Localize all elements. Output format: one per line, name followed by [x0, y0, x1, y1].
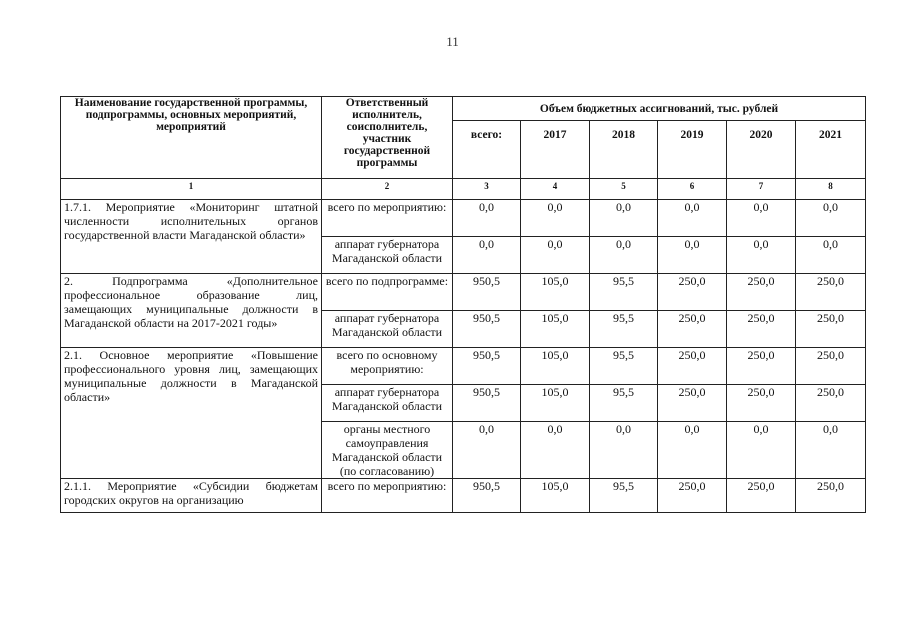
value-cell: 950,5 [453, 348, 521, 385]
header-year: 2020 [727, 121, 796, 179]
column-number: 6 [658, 179, 727, 200]
responsible-cell: всего по основному мероприятию: [322, 348, 453, 385]
header-year: 2018 [590, 121, 658, 179]
value-cell: 250,0 [796, 348, 866, 385]
column-number: 7 [727, 179, 796, 200]
column-number: 3 [453, 179, 521, 200]
value-cell: 0,0 [521, 237, 590, 274]
responsible-cell: аппарат губернатора Магаданской области [322, 311, 453, 348]
page-number: 11 [446, 34, 459, 49]
table-row [61, 348, 866, 385]
value-cell: 250,0 [658, 348, 727, 385]
value-cell: 95,5 [590, 479, 658, 513]
header-year: 2021 [796, 121, 866, 179]
column-number: 5 [590, 179, 658, 200]
value-cell: 0,0 [796, 237, 866, 274]
header-responsible: Ответственный исполнитель, соисполнитель, участник государственной программы [322, 97, 453, 179]
value-cell: 0,0 [453, 237, 521, 274]
value-cell: 0,0 [590, 237, 658, 274]
column-number: 1 [61, 179, 322, 200]
responsible-cell: аппарат губернатора Магаданской области [322, 237, 453, 274]
value-cell: 105,0 [521, 479, 590, 513]
table-row [61, 479, 866, 513]
value-cell: 0,0 [727, 237, 796, 274]
value-cell: 95,5 [590, 385, 658, 422]
value-cell: 105,0 [521, 274, 590, 311]
value-cell: 95,5 [590, 348, 658, 385]
value-cell: 950,5 [453, 311, 521, 348]
value-cell: 0,0 [796, 200, 866, 237]
value-cell: 0,0 [658, 237, 727, 274]
column-numbers-row [61, 179, 866, 200]
responsible-cell: всего по подпрограмме: [322, 274, 453, 311]
header-year: 2019 [658, 121, 727, 179]
responsible-cell: аппарат губернатора Магаданской области [322, 385, 453, 422]
program-name-cell: 2.1.1. Мероприятие «Субсидии бюджетам городских округов на организацию [61, 479, 322, 513]
column-number: 8 [796, 179, 866, 200]
value-cell: 250,0 [658, 311, 727, 348]
value-cell: 950,5 [453, 385, 521, 422]
program-name-cell: 2. Подпрограмма «Дополнительное профессиональное образование лиц, замещающих муниципальные должности в Магаданской области на 2017-2021 годы» [61, 274, 322, 348]
value-cell: 250,0 [727, 385, 796, 422]
header-total: всего: [453, 121, 521, 179]
value-cell: 0,0 [727, 422, 796, 479]
value-cell: 0,0 [796, 422, 866, 479]
responsible-cell: органы местного самоуправления Магаданской области (по согласованию) [322, 422, 453, 479]
value-cell: 250,0 [658, 479, 727, 513]
value-cell: 250,0 [727, 348, 796, 385]
value-cell: 250,0 [796, 311, 866, 348]
table-row [61, 274, 866, 311]
header-budget: Объем бюджетных ассигнований, тыс. рублей [453, 97, 866, 121]
budget-table [60, 96, 866, 513]
table-row [61, 200, 866, 237]
responsible-cell: всего по мероприятию: [322, 479, 453, 513]
value-cell: 250,0 [727, 311, 796, 348]
value-cell: 105,0 [521, 385, 590, 422]
value-cell: 250,0 [796, 274, 866, 311]
value-cell: 105,0 [521, 348, 590, 385]
value-cell: 250,0 [796, 479, 866, 513]
value-cell: 0,0 [521, 422, 590, 479]
value-cell: 250,0 [727, 479, 796, 513]
value-cell: 950,5 [453, 274, 521, 311]
value-cell: 0,0 [658, 422, 727, 479]
program-name-cell: 2.1. Основное мероприятие «Повышение профессионального уровня лиц, замещающих муниципальные должности в Магаданской области» [61, 348, 322, 479]
value-cell: 250,0 [658, 385, 727, 422]
value-cell: 105,0 [521, 311, 590, 348]
value-cell: 95,5 [590, 311, 658, 348]
value-cell: 0,0 [521, 200, 590, 237]
value-cell: 95,5 [590, 274, 658, 311]
value-cell: 250,0 [727, 274, 796, 311]
value-cell: 0,0 [727, 200, 796, 237]
responsible-cell: всего по мероприятию: [322, 200, 453, 237]
column-number: 4 [521, 179, 590, 200]
value-cell: 0,0 [590, 200, 658, 237]
header-year: 2017 [521, 121, 590, 179]
value-cell: 250,0 [658, 274, 727, 311]
value-cell: 950,5 [453, 479, 521, 513]
value-cell: 0,0 [590, 422, 658, 479]
value-cell: 0,0 [453, 200, 521, 237]
value-cell: 0,0 [658, 200, 727, 237]
header-name: Наименование государственной программы, подпрограммы, основных мероприятий, мероприятий [61, 97, 322, 179]
program-name-cell: 1.7.1. Мероприятие «Мониторинг штатной численности исполнительных органов государственной власти Магаданской области» [61, 200, 322, 274]
column-number: 2 [322, 179, 453, 200]
value-cell: 250,0 [796, 385, 866, 422]
value-cell: 0,0 [453, 422, 521, 479]
